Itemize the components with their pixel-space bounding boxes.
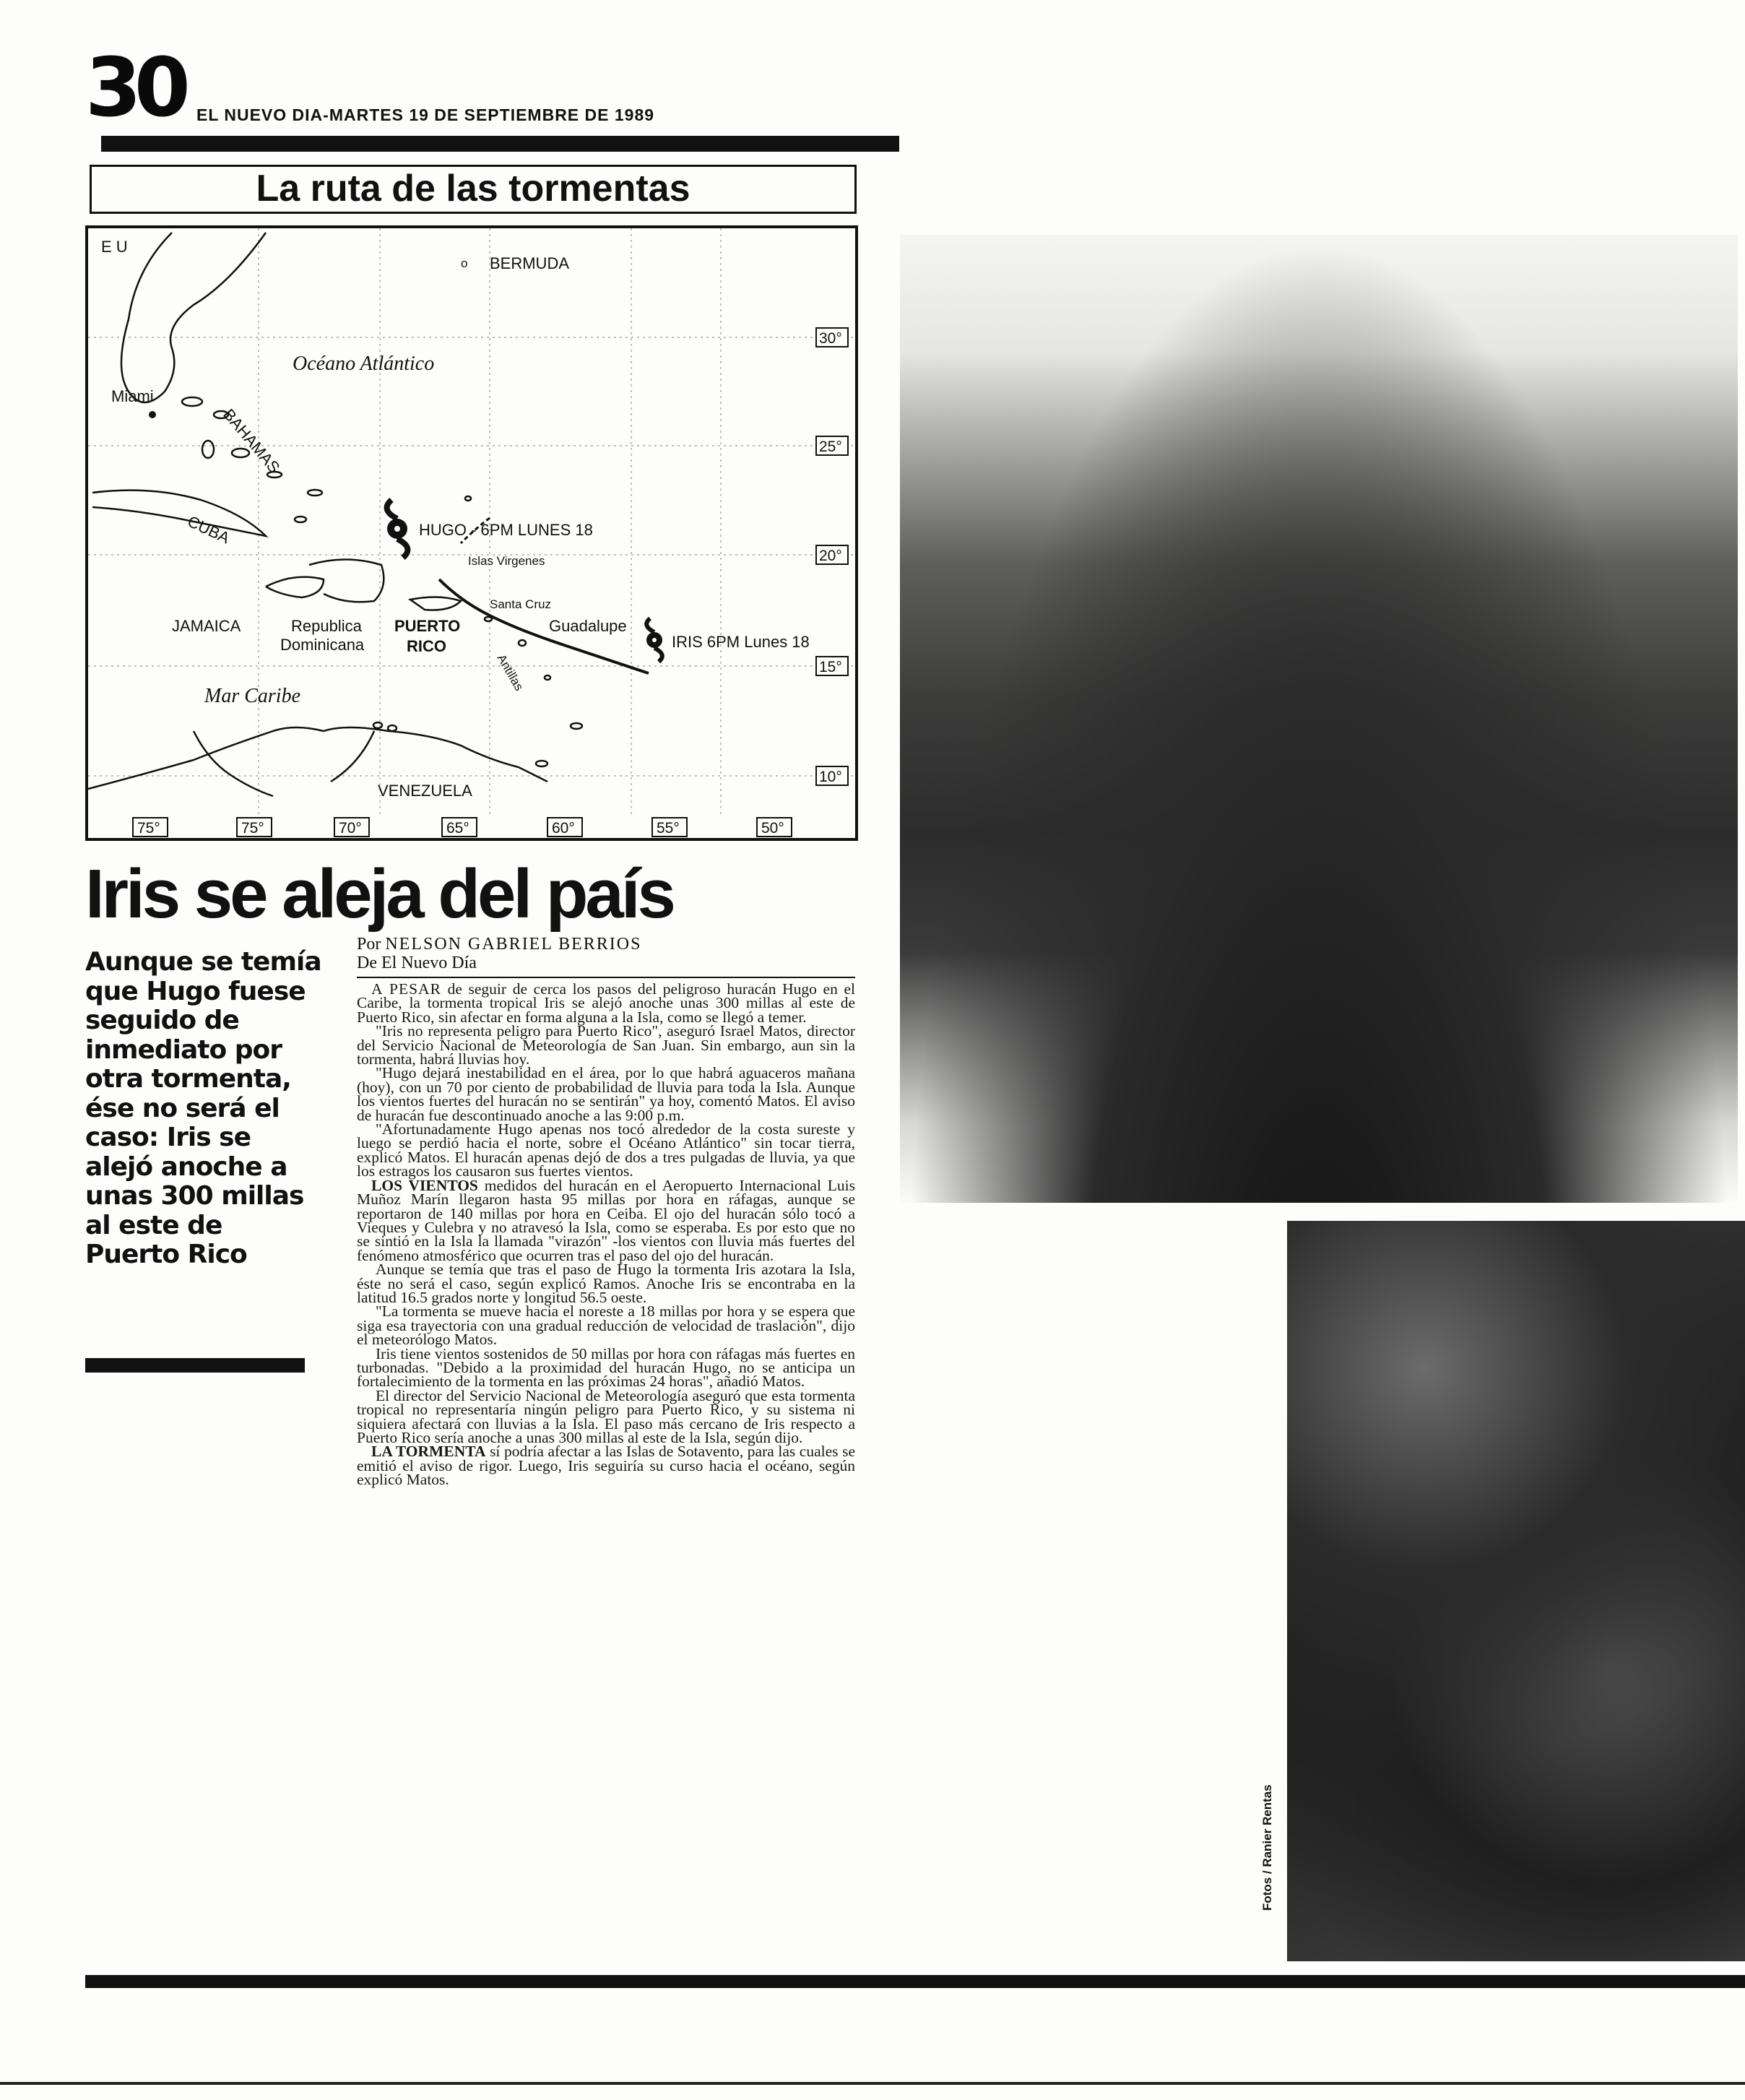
map-label-santa-cruz: Santa Cruz <box>490 597 552 611</box>
headline: Iris se aleja del país <box>85 855 673 933</box>
lon-tick: 75° <box>137 820 160 837</box>
map-label-mar-caribe: Mar Caribe <box>204 685 300 707</box>
map-label-hugo: HUGO - 6PM LUNES 18 <box>419 521 593 539</box>
flooded-street-photo <box>900 235 1738 1203</box>
photo-credit: Fotos / Ranier Rentas <box>1260 1784 1274 1911</box>
masthead-dateline: EL NUEVO DIA-MARTES 19 DE SEPTIEMBRE DE 1989 <box>196 105 655 124</box>
lon-tick: 60° <box>552 820 575 837</box>
article-body <box>357 982 855 1487</box>
article-paragraph: El director del Servicio Nacional de Meteorología aseguró que esta tormenta tropical no representaría ningún peligro para Puerto Rico, y su sistema ni siquiera afectará con lluvias a la Isla. El paso más cercano de Iris respecto a Puerto Rico sería anoche a unas 300 millas al este de la Isla, según dijo. <box>357 1386 855 1446</box>
map-label-bahamas: BAHAMAS <box>220 405 284 477</box>
map-label-oceano: Océano Atlántico <box>293 353 435 375</box>
article-paragraph: "Hugo dejará inestabilidad en el área, por lo que habrá aguaceros mañana (hoy), con un 70 por ciento de probabilidad de lluvia para toda la Isla. Aunque los vientos fuertes del huracán no se sentirán" ya hoy, comentó Matos. El aviso de huracán fue descontinuado anoche a las 9:00 p.m. <box>357 1064 855 1124</box>
map-label-puerto: PUERTO <box>394 617 461 635</box>
map-label-antillas: Antillas <box>494 652 527 693</box>
byline-prefix: Por <box>357 935 381 954</box>
map-label-venezuela: VENEZUELA <box>378 782 472 800</box>
storm-track-map <box>85 225 858 841</box>
article-paragraph: "Iris no representa peligro para Puerto Rico", aseguró Israel Matos, director del Servicio Nacional de Meteorología de San Juan. Sin embargo, aun sin la tormenta, habrá lluvias hoy. <box>357 1022 855 1068</box>
lead-in-caps: LA TORMENTA <box>371 1443 486 1461</box>
lat-tick: 25° <box>819 438 842 455</box>
paragraph-text: medidos del huracán en el Aeropuerto Internacional Luis Muñoz Marín llegaron hasta 95 millas por hora en ráfagas, aunque se reportaron de 140 millas por hora en Ceiba. El ojo del huracán sólo tocó a Vieques y Culebra y no atravesó la Isla, como se esperaba. Es por esto que no se sintió en la Isla la llamada "virazón" -los vientos con lluvia más fuertes del fenómeno atmosférico que ocurren tras el paso del ojo del huracán. <box>357 1176 855 1264</box>
map-label-rico: RICO <box>407 637 446 655</box>
map-label-dominicana: Dominicana <box>280 636 365 654</box>
map-label-islas-virgenes: Islas Virgenes <box>468 554 545 568</box>
map-label-bermuda: BERMUDA <box>490 254 570 272</box>
lon-tick: 50° <box>761 820 784 837</box>
bermuda-icon: o <box>461 256 468 270</box>
article-paragraph <box>357 1445 855 1487</box>
map-label-jamaica: JAMAICA <box>172 617 241 635</box>
section-title-box <box>90 165 857 214</box>
article-paragraph: Iris tiene vientos sostenidos de 50 millas por hora con ráfagas más fuertes en turbonadas. "Debido a la proximidad del huracán Hugo, no se anticipa un fortalecimiento de la tormenta en las próximas 24 horas", añadió Matos. <box>357 1344 855 1391</box>
page-bottom-edge <box>0 2082 1745 2085</box>
article-paragraph: "La tormenta se mueve hacia el noreste a 18 millas por hora y se espera que siga esa trayectoria con una gradual reducción de velocidad de traslación", dijo el meteorólogo Matos. <box>357 1302 855 1349</box>
section-title: La ruta de las tormentas <box>256 168 690 209</box>
lead-in-caps: LOS VIENTOS <box>371 1176 478 1194</box>
byline <box>357 935 862 972</box>
paragraph-text: sí podría afectar a las Islas de Sotavento, para las cuales se emitió el aviso de rigor. Luego, Iris seguiría su curso hacia el océano, según explicó Matos. <box>357 1443 855 1489</box>
map-label-eu: E U <box>101 238 128 256</box>
lon-tick: 55° <box>657 820 680 837</box>
lon-tick: 65° <box>446 820 469 837</box>
miami-marker <box>149 411 156 418</box>
map-label-cuba: CUBA <box>184 511 233 548</box>
byline-outlet: De El Nuevo Día <box>357 954 477 972</box>
lat-tick: 10° <box>819 769 842 785</box>
lon-tick: 75° <box>241 820 264 837</box>
lon-tick: 70° <box>339 820 362 837</box>
paragraph-text: de seguir de cerca los pasos del peligroso huracán Hugo en el Caribe, la tormenta tropical Iris se alejó anoche unas 300 millas al este de Puerto Rico, sin afectar en forma alguna a la Isla, como se llegó a temer. <box>357 980 855 1026</box>
byline-author-line <box>357 935 862 954</box>
map-label-republica: Republica <box>291 617 362 635</box>
lat-tick: 30° <box>819 330 842 347</box>
deck-rule <box>85 1358 305 1373</box>
byline-name: NELSON GABRIEL BERRIOS <box>385 935 642 954</box>
byline-rule <box>357 977 855 978</box>
lat-tick: 15° <box>819 659 842 675</box>
map-label-guadalupe: Guadalupe <box>549 617 627 635</box>
page-number: 30 <box>85 41 183 135</box>
summary-deck: Aunque se temía que Hugo fuese seguido de inmediato por otra tormenta, ése no será el caso: Iris se alejó anoche a unas 300 millas al este de Puerto Rico <box>85 947 321 1269</box>
lat-tick: 20° <box>819 548 842 564</box>
fallen-trees-photo <box>1287 1221 1745 1961</box>
map-label-miami: Miami <box>111 387 154 405</box>
article-paragraph <box>357 982 855 1024</box>
footer-rule <box>85 1975 1745 1988</box>
lead-in-caps: A PESAR <box>371 980 441 998</box>
map-label-iris: IRIS 6PM Lunes 18 <box>672 633 810 651</box>
header-rule <box>101 136 899 152</box>
article-paragraph <box>357 1176 855 1264</box>
article-paragraph: Aunque se temía que tras el paso de Hugo la tormenta Iris azotara la Isla, éste no será el caso, según explicó Ramos. Anoche Iris se encontraba en la latitud 16.5 grados norte y longitud 56.5 oeste. <box>357 1261 855 1306</box>
article-paragraph: "Afortunadamente Hugo apenas nos tocó alrededor de la costa sureste y luego se perdió hacia el norte, sobre el Océano Atlántico" sin tocar tierra, explicó Matos. El huracán apenas dejó de dos a tres pulgadas de lluvia, ya que los estragos los causaron sus fuertes vientos. <box>357 1120 855 1180</box>
